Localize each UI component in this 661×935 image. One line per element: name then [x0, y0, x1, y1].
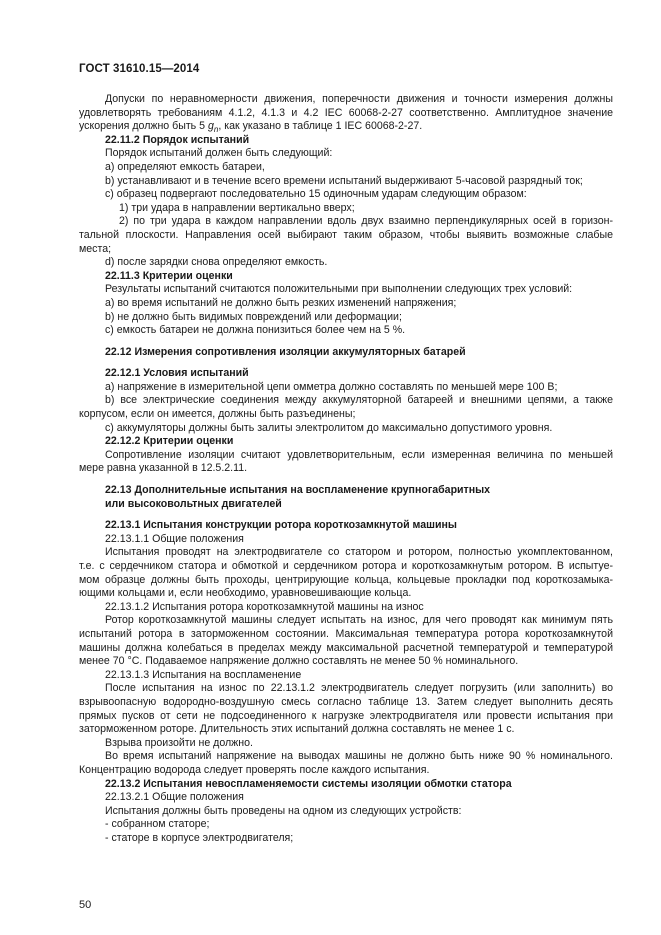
text-line: b) не должно быть видимых повреждений или деформации;: [105, 310, 402, 323]
text-line: a) определяют емкость батареи,: [105, 160, 265, 173]
text-line: Концентрацию водорода следует проверять после каждого испытания.: [79, 763, 430, 776]
text-line: 22.12.2 Критерии оценки: [105, 435, 234, 448]
text-line: Сопротивление изоляции считают удовлетворительным, если измеренная величина по меньшей: [105, 448, 613, 461]
text-line: a) напряжение в измерительной цепи омметра должно составлять по меньшей мере 100 В;: [105, 380, 558, 393]
document-header: ГОСТ 31610.15—2014: [79, 63, 200, 75]
text-line: Допуски по неравномерности движения, поперечности движения и точности измерения должны: [105, 93, 613, 105]
page-number: 50: [79, 899, 92, 911]
text-line: Испытания проводят на электродвигателе со статором и ротором, полностью укомплектованном,: [105, 546, 613, 559]
text-line: Результаты испытаний считаются положительными при выполнении следующих трех условий:: [105, 283, 573, 296]
paragraph-gap: [79, 338, 613, 346]
text-line: b) устанавливают и в течение всего времени испытаний выдерживают 5-часовой разрядный ток;: [105, 174, 583, 187]
text-line: ющими кольцами и, если необходимо, уравновешивающие кольца.: [79, 587, 412, 600]
text-line: 22.13.2.1 Общие положения: [105, 791, 244, 804]
text-line: c) аккумуляторы должны быть залиты электролитом до максимально допустимого уровня.: [105, 421, 553, 434]
text-line: a) во время испытаний не должно быть резких изменений напряжения;: [105, 296, 457, 309]
text-line: Порядок испытаний должен быть следующий:: [105, 147, 333, 160]
text-line: - статоре в корпусе электродвигателя;: [105, 831, 294, 844]
paragraph-gap: [79, 476, 613, 484]
text-line: машины должна колебаться в пределах между максимальной расчетной температурой и температурой: [79, 641, 613, 654]
text-line: 22.13 Дополнительные испытания на воспламенение крупногабаритных: [105, 484, 491, 497]
text-line: После испытания на износ по 22.13.1.2 электродвигатель следует погрузить (или заполнить) во: [105, 682, 613, 695]
text-line: - собранном статоре;: [105, 818, 210, 831]
text-line: места;: [79, 242, 112, 255]
text-line: 1) три удара в направлении вертикально вверх;: [119, 201, 355, 214]
text-line: или высоковольтных двигателей: [105, 497, 282, 510]
text-line: удовлетворять требованиям 4.1.2, 4.1.3 и 4.2 IEC 60068-2-27 соответственно. Амплитудное значение: [79, 106, 613, 119]
text-line: 22.13.1.1 Общие положения: [105, 532, 244, 545]
text-line: 22.12 Измерения сопротивления изоляции аккумуляторных батарей: [105, 345, 466, 358]
text-line: 22.11.3 Критерии оценки: [105, 269, 233, 282]
text-line: заторможенном роторе. Длительность этих испытаний должна составлять не менее 1 с.: [79, 723, 515, 736]
text-line: тальной плоскости. Направления осей выбирают таким образом, чтобы выявить возможные слабые: [79, 228, 613, 241]
paragraph-gap: [79, 359, 613, 367]
text-line: 22.13.1.3 Испытания на воспламенение: [105, 668, 302, 681]
text-line: d) после зарядки снова определяют емкость.: [105, 256, 328, 269]
text-line: 22.13.2 Испытания невоспламеняемости системы изоляции обмотки статора: [105, 777, 512, 790]
text-line: 22.12.1 Условия испытаний: [105, 367, 249, 380]
text-line: 22.11.2 Порядок испытаний: [105, 133, 250, 146]
text-line: взрывоопасную водородно-воздушную смесь согласно таблице 13. Затем следует выполнить десять: [79, 695, 613, 708]
text-line: Взрыва произойти не должно.: [105, 736, 253, 749]
text-line: т.е. с сердечником статора и обмоткой и сердечником ротора и короткозамкнутым ротором. В испытуе-: [79, 560, 613, 572]
text-line: прямых пусков от сети не подсоединенного к нагрузке электродвигателя или провести испытания при: [79, 709, 613, 722]
text-line: c) образец подвергают последовательно 15 одиночным ударам следующим образом:: [105, 188, 527, 201]
text-line: 2) по три удара в каждом направлении вдоль двух взаимно перпендикулярных осей в горизон-: [119, 215, 613, 228]
text-line: 22.13.1.2 Испытания ротора короткозамкнутой машины на износ: [105, 600, 424, 613]
text-line: b) все электрические соединения между аккумуляторной батареей и внешними цепями, а также: [105, 394, 613, 407]
text-line: испытаний ротора в заторможенном состоянии. Максимальная температура ротора короткозамкнутой: [79, 627, 613, 640]
text-line: 22.13.1 Испытания конструкции ротора короткозамкнутой машины: [105, 519, 457, 532]
text-line: менее 70 °С. Подаваемое напряжение должно составлять не менее 50 % номинального.: [79, 655, 519, 668]
text-line: Испытания должны быть проведены на одном из следующих устройств:: [105, 804, 462, 817]
text-line: мом образце должны быть проходы, центрирующие кольца, кольцевые прокладки под короткозамыка-: [79, 573, 613, 586]
text-line: корпусом, если он имеется, должны быть разъединены;: [79, 408, 356, 421]
text-line: мере равна указанной в 12.5.2.11.: [79, 462, 248, 475]
text-line: Ротор короткозамкнутой машины следует испытать на износ, для чего проводят как минимум пять: [105, 614, 613, 627]
paragraph-gap: [79, 511, 613, 519]
text-line: c) емкость батареи не должна понизиться более чем на 5 %.: [105, 324, 406, 337]
document-body: [79, 93, 613, 845]
text-line: Во время испытаний напряжение на выводах машины не должно быть ниже 90 % номинального.: [105, 750, 613, 763]
text-line: ускорения должно быть 5 $g_n$, как указано в таблице 1 IEC 60068-2-27.: [79, 120, 423, 135]
